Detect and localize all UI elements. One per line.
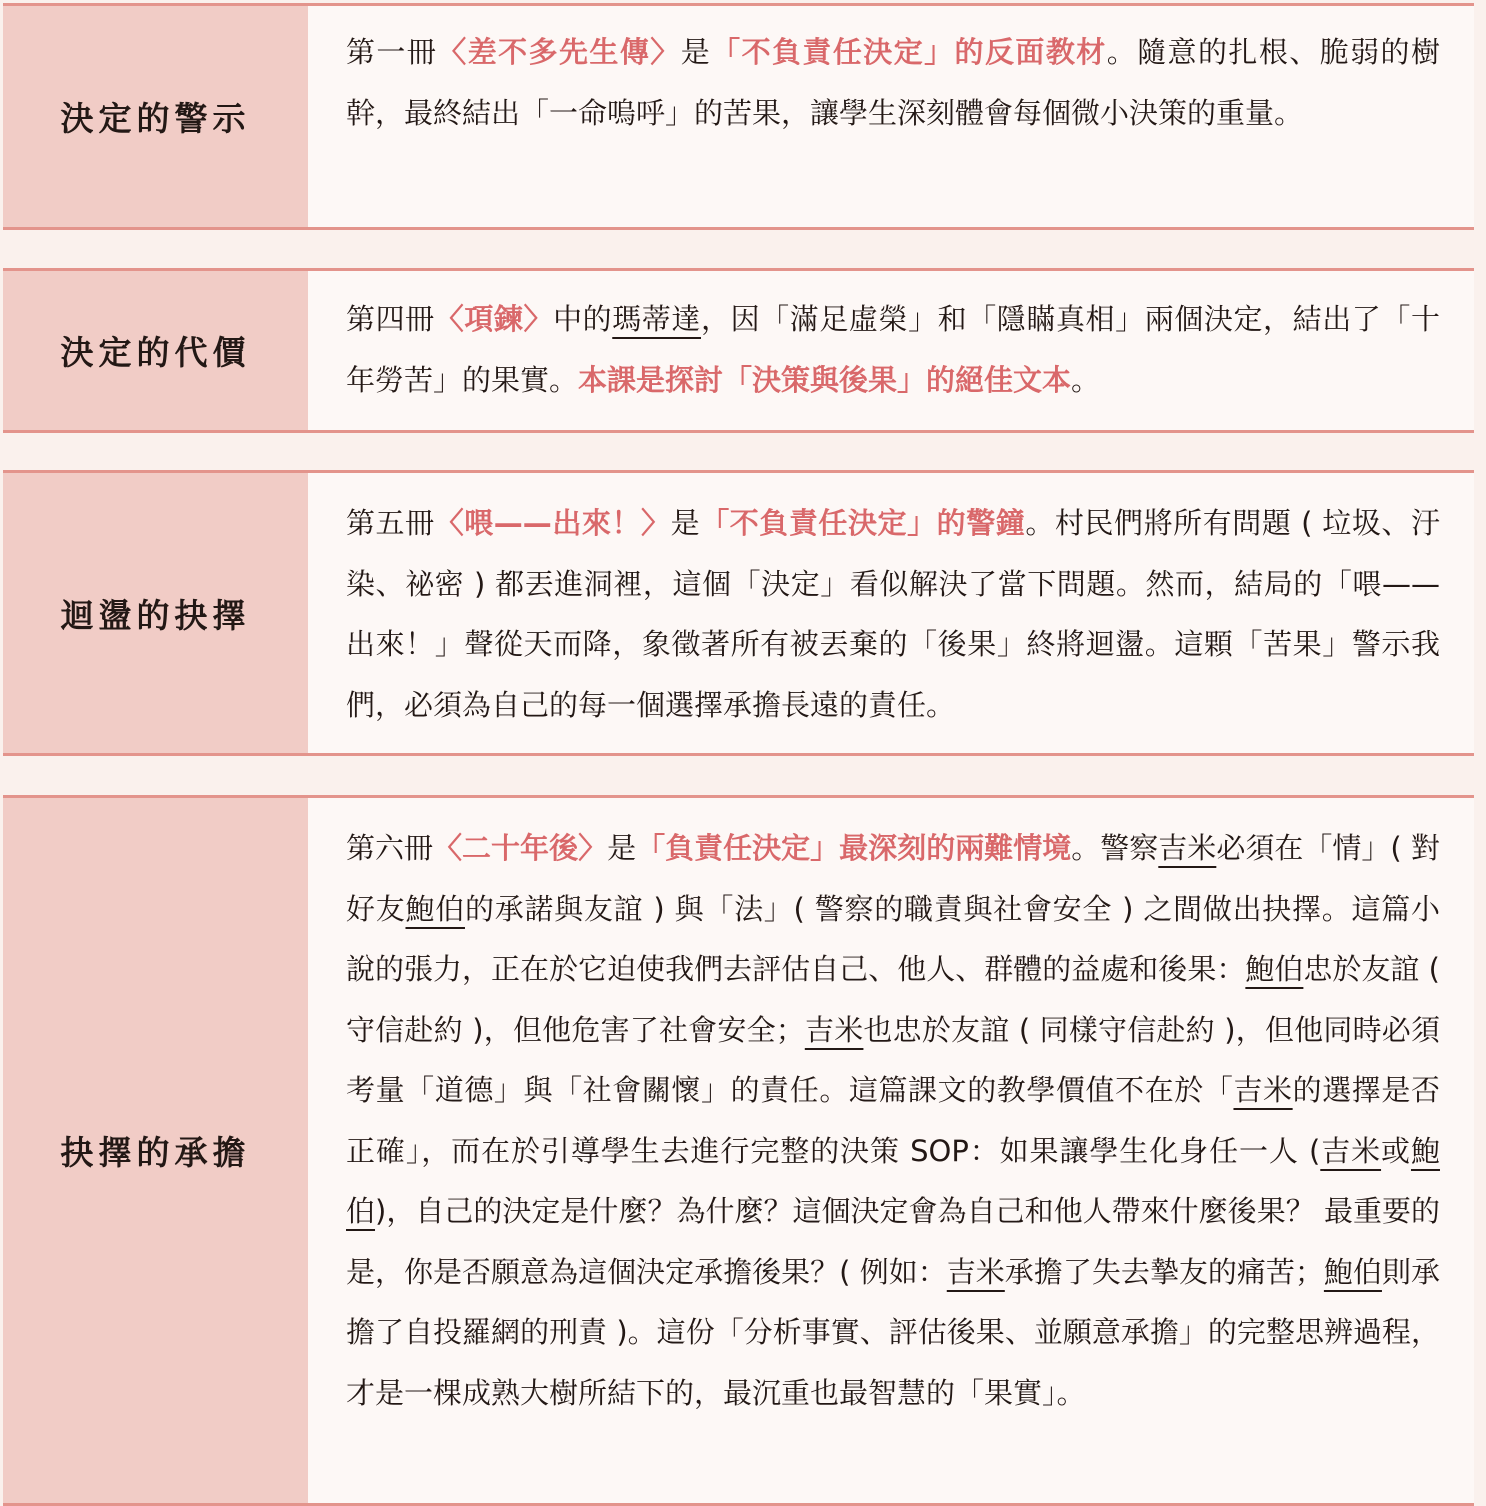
text-segment: 也忠於友誼 ( 同樣守信赴約 )，但他同時必須考量「道德」與「社會關懷」的責任。這篇課文的教學價值不在於「 (346, 1012, 1440, 1107)
table-row (3, 268, 1474, 433)
book-title-highlight: 〈項鍊〉 (434, 302, 554, 336)
text-segment: 第四冊 (346, 302, 435, 336)
book-title-highlight: 〈喂——出來！〉 (434, 506, 671, 540)
character-name-underline: 吉米 (946, 1254, 1005, 1289)
text-segment: 或 (1381, 1133, 1411, 1168)
text-segment: 中的 (553, 302, 613, 336)
text-segment: 忠於友誼 ( 守信赴約 )，但他危害了社會安全； (346, 952, 1440, 1047)
row-gap (3, 230, 1474, 268)
book-title-highlight: 〈差不多先生傳〉 (437, 35, 681, 69)
row-content-cell (308, 271, 1474, 430)
table-row (3, 795, 1474, 1506)
row-label-cell (3, 798, 308, 1503)
text-segment: 。警察 (1071, 831, 1159, 865)
text-segment: 的承諾與友誼 ) 與「法」( 警察的職責與社會安全 ) 之間做出抉擇。這篇小說的張力，正在於它迫使我們去評估自己、他人、群體的益處和後果： (346, 891, 1440, 986)
key-phrase-highlight: 「不負責任決定」的反面教材 (711, 35, 1107, 69)
row-label-cell (3, 473, 308, 753)
text-segment: 。村民們將所有問題 ( 垃圾、汙染、祕密 ) 都丟進洞裡，這個「決定」看似解決了當下問題。然而，結局的「喂——出來！」聲從天而降，象徵著所有被丟棄的「後果」終將迴盪。這顆「苦果」警示我們，必須為自己的每一個選擇承擔長遠的責任。 (346, 506, 1440, 722)
row-label: 抉擇的承擔 (60, 1133, 251, 1172)
row-gap (3, 756, 1474, 795)
key-phrase-highlight: 本課是探討「決策與後果」的絕佳文本 (578, 362, 1072, 397)
key-phrase-highlight: 「負責任決定」最深刻的兩難情境 (636, 831, 1072, 865)
text-segment: 是 (607, 831, 637, 865)
text-segment: 的選擇是否正確」，而在於引導學生去進行完整的決策 SOP：如果讓學生化身任一人 ( (346, 1073, 1440, 1168)
row-content-cell (308, 473, 1474, 753)
text-segment: 則承擔了自投羅網的刑責 )。這份「分析事實、評估後果、並願意承擔」的完整思辨過程，才是一棵成熟大樹所結下的，最沉重也最智慧的「果實」。 (346, 1254, 1440, 1410)
table-row (3, 470, 1474, 756)
character-name-underline: 吉米 (1158, 831, 1217, 865)
character-name-underline: 鮑伯 (1245, 952, 1304, 986)
character-name-underline: 吉米 (804, 1012, 864, 1047)
key-phrase-highlight: 「不負責任決定」的警鐘 (700, 506, 1026, 540)
character-name-underline: 鮑伯 (1323, 1254, 1382, 1289)
character-name-underline: 鮑伯 (346, 1133, 1440, 1228)
text-segment: 必須在「情」( 對好友 (346, 831, 1440, 926)
row-content-cell (308, 798, 1474, 1503)
character-name-underline: 瑪蒂達 (612, 302, 701, 336)
text-segment: 第五冊 (346, 506, 435, 540)
book-title-highlight: 〈二十年後〉 (433, 831, 608, 865)
text-segment: 是 (670, 506, 701, 540)
row-label: 迴盪的抉擇 (60, 595, 251, 635)
row-content-cell (308, 6, 1474, 227)
text-segment: 第六冊 (346, 831, 434, 865)
text-segment: )，自己的決定是什麼？為什麼？這個決定會為自己和他人帶來什麼後果？ 最重要的是，你是否願意為這個決定承擔後果？( 例如： (346, 1194, 1440, 1289)
text-segment: ，因「滿足虛榮」和「隱瞞真相」兩個決定，結出了「十年勞苦」的果實。 (346, 302, 1440, 397)
row-label-cell (3, 271, 308, 430)
text-segment: 是 (680, 35, 712, 69)
table-row (3, 3, 1474, 230)
text-segment: 承擔了失去摯友的痛苦； (1004, 1254, 1324, 1289)
decision-themes-table (3, 3, 1474, 1506)
text-segment: 第一冊 (346, 35, 438, 69)
character-name-underline: 吉米 (1233, 1073, 1293, 1107)
row-label: 決定的代價 (60, 333, 251, 372)
text-segment: 。 (1071, 362, 1101, 397)
text-segment: 。隨意的扎根、脆弱的樹幹，最終結出「一命嗚呼」的苦果，讓學生深刻體會每個微小決策的重量。 (346, 35, 1440, 130)
row-label: 決定的警示 (60, 99, 251, 138)
character-name-underline: 吉米 (1320, 1133, 1382, 1168)
row-label-cell (3, 6, 308, 227)
character-name-underline: 鮑伯 (405, 891, 465, 926)
row-gap (3, 433, 1474, 470)
